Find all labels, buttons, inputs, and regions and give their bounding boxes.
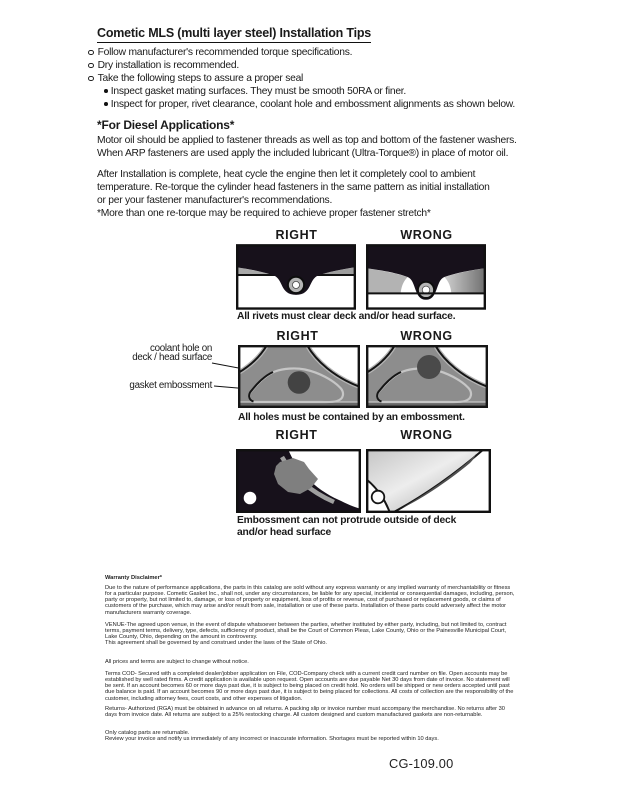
gasket-embossment-annotation: gasket embossment: [129, 380, 212, 391]
terms-paragraph: Terms COD- Secured with a completed dealer/jobber application on File, COD-Company check with a current credit card number on file. Open accounts may be established by well rated firms. A credit application is available upon request. Open accounts are due payable Net 30 days from date of invoice. No statement will be sent. If an account becomes 60 or more days past due, it is subject to being placed on credit hold. No orders will be shipped or new orders accepted until past due balance is paid. If an account becomes 90 or more days past due, it is subject to being placed for collections. All costs of collection are the responsibility of the customer, including attorney fees, court costs, and other expenses of litigation.: [105, 671, 514, 702]
warranty-disclaimer-heading: Warranty Disclaimer*: [105, 575, 163, 581]
installation-tips-list: [88, 46, 515, 111]
tip-text: Follow manufacturer's recommended torque specifications.: [97, 47, 353, 58]
diesel-heading: *For Diesel Applications*: [97, 118, 235, 132]
rivet-clearance-right-diagram: [236, 244, 356, 310]
list-item: [88, 46, 515, 59]
right-label: RIGHT: [275, 228, 318, 242]
wrong-label: WRONG: [400, 329, 453, 343]
retorque-note: *More than one re-torque may be required to achieve proper fastener stretch*: [97, 208, 431, 219]
catalog-parts-paragraph: Only catalog parts are returnable. Review your invoice and notify us immediately of any incorrect or inaccurate information. Shortages must be reported within 10 days.: [105, 730, 439, 743]
tip-text: Dry installation is recommended.: [97, 60, 239, 71]
list-item: [104, 85, 515, 98]
open-bullet-icon: [88, 63, 94, 69]
embossment-protrusion-right-diagram: [236, 449, 361, 513]
tip-text: Inspect gasket mating surfaces. They must be smooth 50RA or finer.: [110, 86, 407, 97]
embossment-containment-right-diagram: [238, 345, 360, 408]
row1-caption: All rivets must clear deck and/or head surface.: [237, 311, 456, 322]
wrong-label: WRONG: [400, 228, 453, 242]
embossment-containment-wrong-diagram: [366, 345, 488, 408]
filled-bullet-icon: [104, 102, 108, 106]
diesel-paragraph-2: After Installation is complete, heat cycle the engine then let it completely cool to ambient temperature. Re-torque the cylinder head fasteners in the same pattern as initial installation or per your fastener manufacturer's recommendations.: [97, 169, 490, 206]
rivet-clearance-wrong-diagram: [366, 244, 486, 310]
filled-bullet-icon: [104, 89, 108, 93]
venue-paragraph: VENUE-The agreed upon venue, in the event of dispute whatsoever between the parties, whether instituted by either party, including, but not limited to, contract terms, payment terms, delivery, type, defects, sufficiency of product, shall be the Court of Common Pleas, Lake County, Ohio or the Painesville Municipal Court, Lake County, Ohio, depending on the amount in controversy. This agreement shall be governed by and construed under the laws of the State of Ohio.: [105, 622, 507, 647]
row2-caption: All holes must be contained by an embossment.: [238, 412, 465, 423]
tip-text: Inspect for proper, rivet clearance, coolant hole and embossment alignments as shown below.: [110, 99, 516, 110]
list-item: [88, 72, 515, 85]
tip-text: Take the following steps to assure a proper seal: [97, 73, 304, 84]
embossment-protrusion-wrong-diagram: [366, 449, 491, 513]
list-item: [104, 98, 515, 111]
coolant-hole-annotation: coolant hole on deck / head surface: [132, 343, 212, 364]
warranty-paragraph: Due to the nature of performance applications, the parts in this catalog are sold without any express warranty or any implied warranty of merchantability or fitness for a particular purpose. Cometic Gasket Inc., shall not, under any circumstances, be liable for any special, incidental or consequential damages, including, person, party or property, but not limited to, damage, or loss of property or equipment, loss of profits or revenue, cost of purchased or replacement goods, or claims of customers of the purchase, which may arise and/or result from sale, installation or use of these parts. Installation of these parts could adversely affect the motor manufacturers warranty coverage.: [105, 585, 515, 616]
page-number: CG-109.00: [389, 756, 454, 771]
returns-paragraph: Returns- Authorized (RGA) must be obtained in advance on all returns. A packing slip or invoice number must accompany the merchandise. No returns after 30 days from invoice date. All returns are subject to a 25% restocking charge. All custom designed and custom manufactured gaskets are non-returnable.: [105, 706, 505, 719]
open-bullet-icon: [88, 76, 94, 82]
diesel-paragraph-1: Motor oil should be applied to fastener threads as well as top and bottom of the fastener washers. When ARP fasteners are used apply the included lubricant (Ultra-Torque®) in place of motor oil.: [97, 135, 517, 159]
list-item: [88, 59, 515, 72]
wrong-label: WRONG: [400, 428, 453, 442]
open-bullet-icon: [88, 50, 94, 56]
page-title: Cometic MLS (multi layer steel) Installation Tips: [97, 26, 371, 43]
prices-paragraph: All prices and terms are subject to change without notice.: [105, 659, 249, 665]
row3-caption: Embossment can not protrude outside of deck and/or head surface: [237, 515, 457, 538]
right-label: RIGHT: [276, 329, 319, 343]
right-label: RIGHT: [275, 428, 318, 442]
